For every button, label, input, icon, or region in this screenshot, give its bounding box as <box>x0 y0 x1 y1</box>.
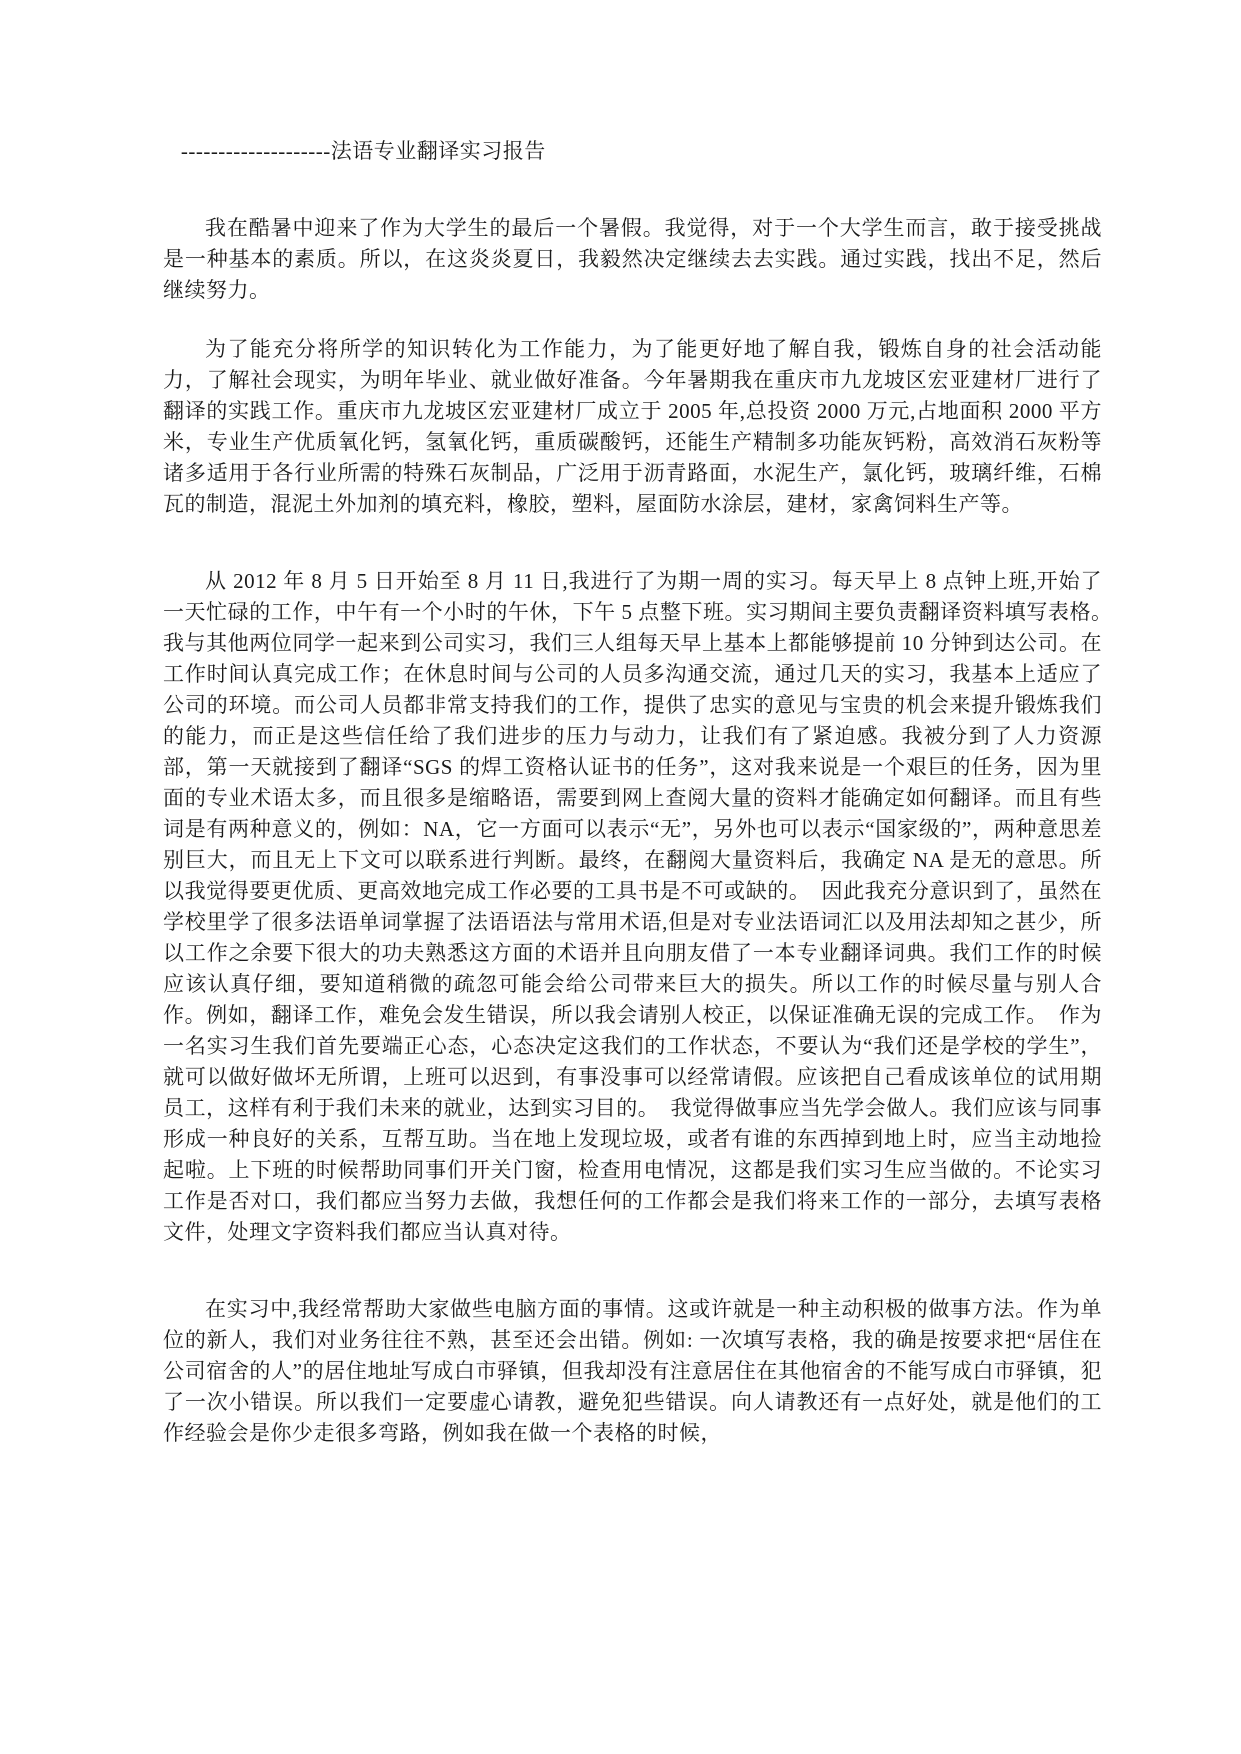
paragraph-intro: 我在酷暑中迎来了作为大学生的最后一个暑假。我觉得，对于一个大学生而言，敢于接受挑战是一种基本的素质。所以，在这炎炎夏日，我毅然决定继续去去实践。通过实践，找出不足，然后继续努力。 <box>163 216 1102 302</box>
paragraph-internship-experience: 从 2012 年 8 月 5 日开始至 8 月 11 日,我进行了为期一周的实习。每天早上 8 点钟上班,开始了一天忙碌的工作，中午有一个小时的午休，下午 5 点整下班。实习期间主要负责翻译资料填写表格。 我与其他两位同学一起来到公司实习，我们三人组每天早上基本上都能够提前 10 分钟到达公司。在工作时间认真完成工作；在休息时间与公司的人员多沟通交流，通过几天的实习，我基本上适应了公司的环境。而公司人员都非常支持我们的工作，提供了忠实的意见与宝贵的机会来提升锻炼我们的能力，而正是这些信任给了我们进步的压力与动力，让我们有了紧迫感。我被分到了人力资源部，第一天就接到了翻译“SGS 的焊工资格认证书的任务”，这对我来说是一个艰巨的任务，因为里面的专业术语太多，而且很多是缩略语，需要到网上查阅大量的资料才能确定如何翻译。而且有些词是有两种意义的，例如：NA，它一方面可以表示“无”，另外也可以表示“国家级的”，两种意思差别巨大，而且无上下文可以联系进行判断。最终，在翻阅大量资料后，我确定 NA 是无的意思。所以我觉得要更优质、更高效地完成工作必要的工具书是不可或缺的。 因此我充分意识到了，虽然在学校里学了很多法语单词掌握了法语语法与常用术语,但是对专业法语词汇以及用法却知之甚少，所以工作之余要下很大的功夫熟悉这方面的术语并且向朋友借了一本专业翻译词典。我们工作的时候应该认真仔细，要知道稍微的疏忽可能会给公司带来巨大的损失。所以工作的时候尽量与别人合作。例如，翻译工作，难免会发生错误，所以我会请别人校正，以保证准确无误的完成工作。 作为一名实习生我们首先要端正心态，心态决定这我们的工作状态，不要认为“我们还是学校的学生”，就可以做好做坏无所谓，上班可以迟到，有事没事可以经常请假。应该把自己看成该单位的试用期员工，这样有利于我们未来的就业，达到实习目的。 我觉得做事应当先学会做人。我们应该与同事形成一种良好的关系，互帮互助。当在地上发现垃圾，或者有谁的东西掉到地上时，应当主动地捡起啦。上下班的时候帮助同事们开关门窗，检查用电情况，这都是我们实习生应当做的。不论实习工作是否对口，我们都应当努力去做，我想任何的工作都会是我们将来工作的一部分，去填写表格文件，处理文字资料我们都应当认真对待。 <box>163 569 1124 1244</box>
paragraph-lessons-learned: 在实习中,我经常帮助大家做些电脑方面的事情。这或许就是一种主动积极的做事方法。作为单位的新人，我们对业务往往不熟，甚至还会出错。例如: 一次填写表格，我的确是按要求把“居住在公司宿舍的人”的居住地址写成白市驿镇，但我却没有注意居住在其他宿舍的不能写成白市驿镇，犯了一次小错误。所以我们一定要虚心请教，避免犯些错误。向人请教还有一点好处，就是他们的工作经验会是你少走很多弯路，例如我在做一个表格的时候， <box>163 1297 1102 1445</box>
paragraph-company-background: 为了能充分将所学的知识转化为工作能力，为了能更好地了解自我，锻炼自身的社会活动能力，了解社会现实，为明年毕业、就业做好准备。今年暑期我在重庆市九龙坡区宏亚建材厂进行了翻译的实践工作。重庆市九龙坡区宏亚建材厂成立于 2005 年,总投资 2000 万元,占地面积 2000 平方米，专业生产优质氧化钙，氢氧化钙，重质碳酸钙，还能生产精制多功能灰钙粉，高效消石灰粉等诸多适用于各行业所需的特殊石灰制品，广泛用于沥青路面，水泥生产，氯化钙，玻璃纤维，石棉瓦的制造，混泥土外加剂的填充料，橡胶，塑料，屋面防水涂层，建材，家禽饲料生产等。 <box>163 337 1102 516</box>
document-title: --------------------法语专业翻译实习报告 <box>180 139 546 163</box>
